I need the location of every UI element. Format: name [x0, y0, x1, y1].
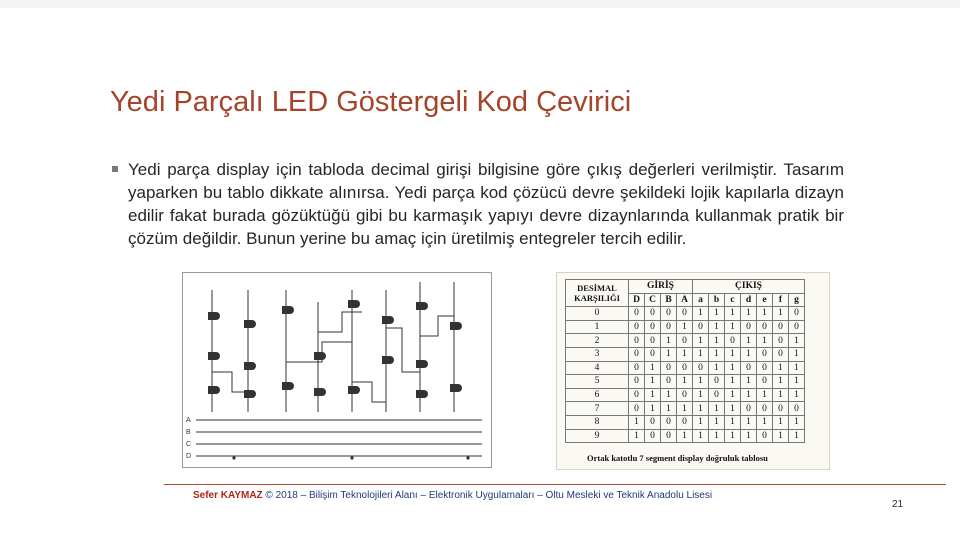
table-cell: 0	[677, 307, 693, 321]
decimal-cell: 2	[566, 334, 629, 348]
table-cell: 0	[629, 361, 645, 375]
output-col-header: a	[693, 293, 709, 307]
table-cell: 1	[629, 429, 645, 443]
circuit-input-b: B	[186, 429, 191, 436]
table-cell: 0	[789, 402, 805, 416]
logic-circuit-diagram	[182, 272, 492, 468]
footer-divider	[164, 484, 946, 485]
decimal-cell: 1	[566, 320, 629, 334]
table-cell: 1	[725, 429, 741, 443]
table-cell: 0	[677, 415, 693, 429]
table-cell: 1	[741, 429, 757, 443]
input-col-header: C	[645, 293, 661, 307]
table-cell: 0	[773, 347, 789, 361]
table-cell: 1	[773, 375, 789, 389]
table-row	[566, 334, 805, 348]
table-cell: 0	[677, 361, 693, 375]
table-cell: 0	[725, 334, 741, 348]
table-cell: 0	[693, 361, 709, 375]
table-cell: 1	[677, 347, 693, 361]
table-cell: 1	[725, 415, 741, 429]
table-cell: 0	[789, 307, 805, 321]
table-cell: 1	[789, 388, 805, 402]
table-cell: 1	[789, 429, 805, 443]
input-col-header: A	[677, 293, 693, 307]
table-cell: 1	[773, 361, 789, 375]
table-row	[566, 415, 805, 429]
table-cell: 1	[677, 429, 693, 443]
table-cell: 0	[645, 307, 661, 321]
table-cell: 0	[709, 375, 725, 389]
table-cell: 1	[661, 334, 677, 348]
input-col-header: D	[629, 293, 645, 307]
truth-table	[565, 279, 805, 443]
slide-title: Yedi Parçalı LED Göstergeli Kod Çevirici	[110, 86, 632, 118]
table-cell: 1	[709, 307, 725, 321]
footer-author: Sefer KAYMAZ	[193, 490, 263, 501]
table-cell: 1	[693, 347, 709, 361]
table-row	[566, 375, 805, 389]
table-row	[566, 307, 805, 321]
decimal-cell: 0	[566, 307, 629, 321]
table-cell: 1	[773, 429, 789, 443]
table-cell: 1	[773, 415, 789, 429]
table-cell: 0	[645, 334, 661, 348]
table-cell: 0	[645, 347, 661, 361]
table-cell: 1	[725, 320, 741, 334]
table-cell: 0	[741, 361, 757, 375]
table-cell: 0	[661, 307, 677, 321]
table-cell: 1	[709, 415, 725, 429]
table-cell: 1	[741, 347, 757, 361]
table-cell: 1	[709, 429, 725, 443]
table-cell: 1	[725, 347, 741, 361]
table-cell: 1	[709, 334, 725, 348]
input-col-header: B	[661, 293, 677, 307]
table-cell: 0	[645, 429, 661, 443]
truth-table-caption: Ortak katotlu 7 segment display doğruluk tablosu	[587, 453, 768, 463]
circuit-input-d: D	[186, 453, 192, 460]
table-cell: 1	[693, 429, 709, 443]
table-cell: 1	[661, 388, 677, 402]
table-cell: 0	[757, 361, 773, 375]
table-cell: 1	[693, 375, 709, 389]
table-cell: 1	[709, 347, 725, 361]
table-cell: 0	[773, 334, 789, 348]
table-cell: 1	[645, 361, 661, 375]
table-cell: 1	[693, 307, 709, 321]
table-row	[566, 347, 805, 361]
table-cell: 0	[629, 307, 645, 321]
output-col-header: c	[725, 293, 741, 307]
table-cell: 1	[725, 307, 741, 321]
table-cell: 1	[693, 402, 709, 416]
decimal-cell: 7	[566, 402, 629, 416]
table-cell: 1	[645, 388, 661, 402]
table-cell: 0	[661, 375, 677, 389]
decimal-cell: 6	[566, 388, 629, 402]
table-cell: 1	[709, 320, 725, 334]
table-cell: 1	[741, 388, 757, 402]
table-cell: 0	[629, 334, 645, 348]
output-col-header: d	[741, 293, 757, 307]
table-cell: 1	[725, 388, 741, 402]
table-cell: 1	[741, 415, 757, 429]
footer-details: © 2018 – Bilişim Teknolojileri Alanı – Elektronik Uygulamaları – Oltu Mesleki ve Teknik Anadolu Lisesi	[262, 490, 713, 501]
decimal-cell: 4	[566, 361, 629, 375]
table-cell: 0	[709, 388, 725, 402]
table-cell: 0	[661, 320, 677, 334]
table-cell: 0	[629, 388, 645, 402]
table-cell: 1	[709, 402, 725, 416]
table-row	[566, 320, 805, 334]
table-cell: 1	[693, 388, 709, 402]
table-cell: 0	[645, 415, 661, 429]
top-bar	[0, 0, 960, 8]
table-cell: 1	[677, 375, 693, 389]
table-cell: 0	[629, 375, 645, 389]
table-cell: 1	[661, 402, 677, 416]
table-cell: 0	[741, 320, 757, 334]
table-cell: 1	[741, 334, 757, 348]
table-cell: 0	[757, 429, 773, 443]
header-decimal: DESİMAL KARŞILIĞI	[566, 280, 629, 307]
table-cell: 1	[773, 388, 789, 402]
table-cell: 0	[629, 320, 645, 334]
table-cell: 1	[757, 307, 773, 321]
table-cell: 1	[773, 307, 789, 321]
table-cell: 1	[693, 334, 709, 348]
table-cell: 0	[645, 320, 661, 334]
circuit-input-a: A	[186, 417, 191, 424]
table-cell: 1	[741, 375, 757, 389]
table-row	[566, 402, 805, 416]
body-paragraph: Yedi parça display için tabloda decimal girişi bilgisine göre çıkış değerleri verilmiştir. Tasarım yaparken bu tablo dikkate alınırsa. Yedi parça kod çözücü devre şekildeki lojik kapılarla dizayn edilir fakat burada gözüktüğü gibi bu karmaşık yapıyı devre dizaynlarında kullanmak pratik bir çözüm değildir. Bunun yerine bu amaç için üretilmiş entegreler tercih edilir.	[128, 160, 844, 248]
table-cell: 1	[789, 334, 805, 348]
table-cell: 0	[757, 347, 773, 361]
table-cell: 0	[789, 320, 805, 334]
table-cell: 1	[645, 402, 661, 416]
table-cell: 1	[645, 375, 661, 389]
table-cell: 1	[725, 361, 741, 375]
table-cell: 1	[677, 320, 693, 334]
table-cell: 0	[677, 388, 693, 402]
table-cell: 1	[741, 307, 757, 321]
decimal-cell: 9	[566, 429, 629, 443]
table-cell: 0	[629, 402, 645, 416]
decimal-cell: 8	[566, 415, 629, 429]
table-cell: 0	[741, 402, 757, 416]
table-cell: 0	[661, 415, 677, 429]
output-col-header: b	[709, 293, 725, 307]
table-cell: 0	[757, 402, 773, 416]
table-row	[566, 388, 805, 402]
table-cell: 0	[677, 334, 693, 348]
header-input: GİRİŞ	[629, 280, 693, 294]
table-cell: 1	[661, 347, 677, 361]
table-cell: 0	[757, 320, 773, 334]
output-col-header: g	[789, 293, 805, 307]
table-row	[566, 429, 805, 443]
table-cell: 0	[693, 320, 709, 334]
table-cell: 0	[773, 402, 789, 416]
table-cell: 1	[789, 375, 805, 389]
table-cell: 0	[773, 320, 789, 334]
table-cell: 1	[709, 361, 725, 375]
table-cell: 0	[661, 429, 677, 443]
output-col-header: f	[773, 293, 789, 307]
table-cell: 1	[789, 347, 805, 361]
table-cell: 1	[757, 415, 773, 429]
table-cell: 1	[629, 415, 645, 429]
page-number: 21	[892, 499, 904, 510]
table-cell: 1	[725, 375, 741, 389]
bullet-icon	[112, 166, 118, 172]
table-cell: 1	[757, 334, 773, 348]
table-cell: 0	[757, 375, 773, 389]
table-cell: 1	[677, 402, 693, 416]
circuit-svg	[182, 272, 492, 468]
table-cell: 1	[693, 415, 709, 429]
table-cell: 0	[629, 347, 645, 361]
table-cell: 1	[757, 388, 773, 402]
decimal-cell: 3	[566, 347, 629, 361]
decimal-cell: 5	[566, 375, 629, 389]
circuit-input-c: C	[186, 441, 192, 448]
table-cell: 1	[789, 415, 805, 429]
table-cell: 1	[789, 361, 805, 375]
truth-table-image	[556, 272, 830, 470]
table-cell: 0	[661, 361, 677, 375]
header-output: ÇIKIŞ	[693, 280, 805, 294]
table-row	[566, 361, 805, 375]
footer-text	[193, 490, 712, 501]
table-cell: 1	[725, 402, 741, 416]
output-col-header: e	[757, 293, 773, 307]
